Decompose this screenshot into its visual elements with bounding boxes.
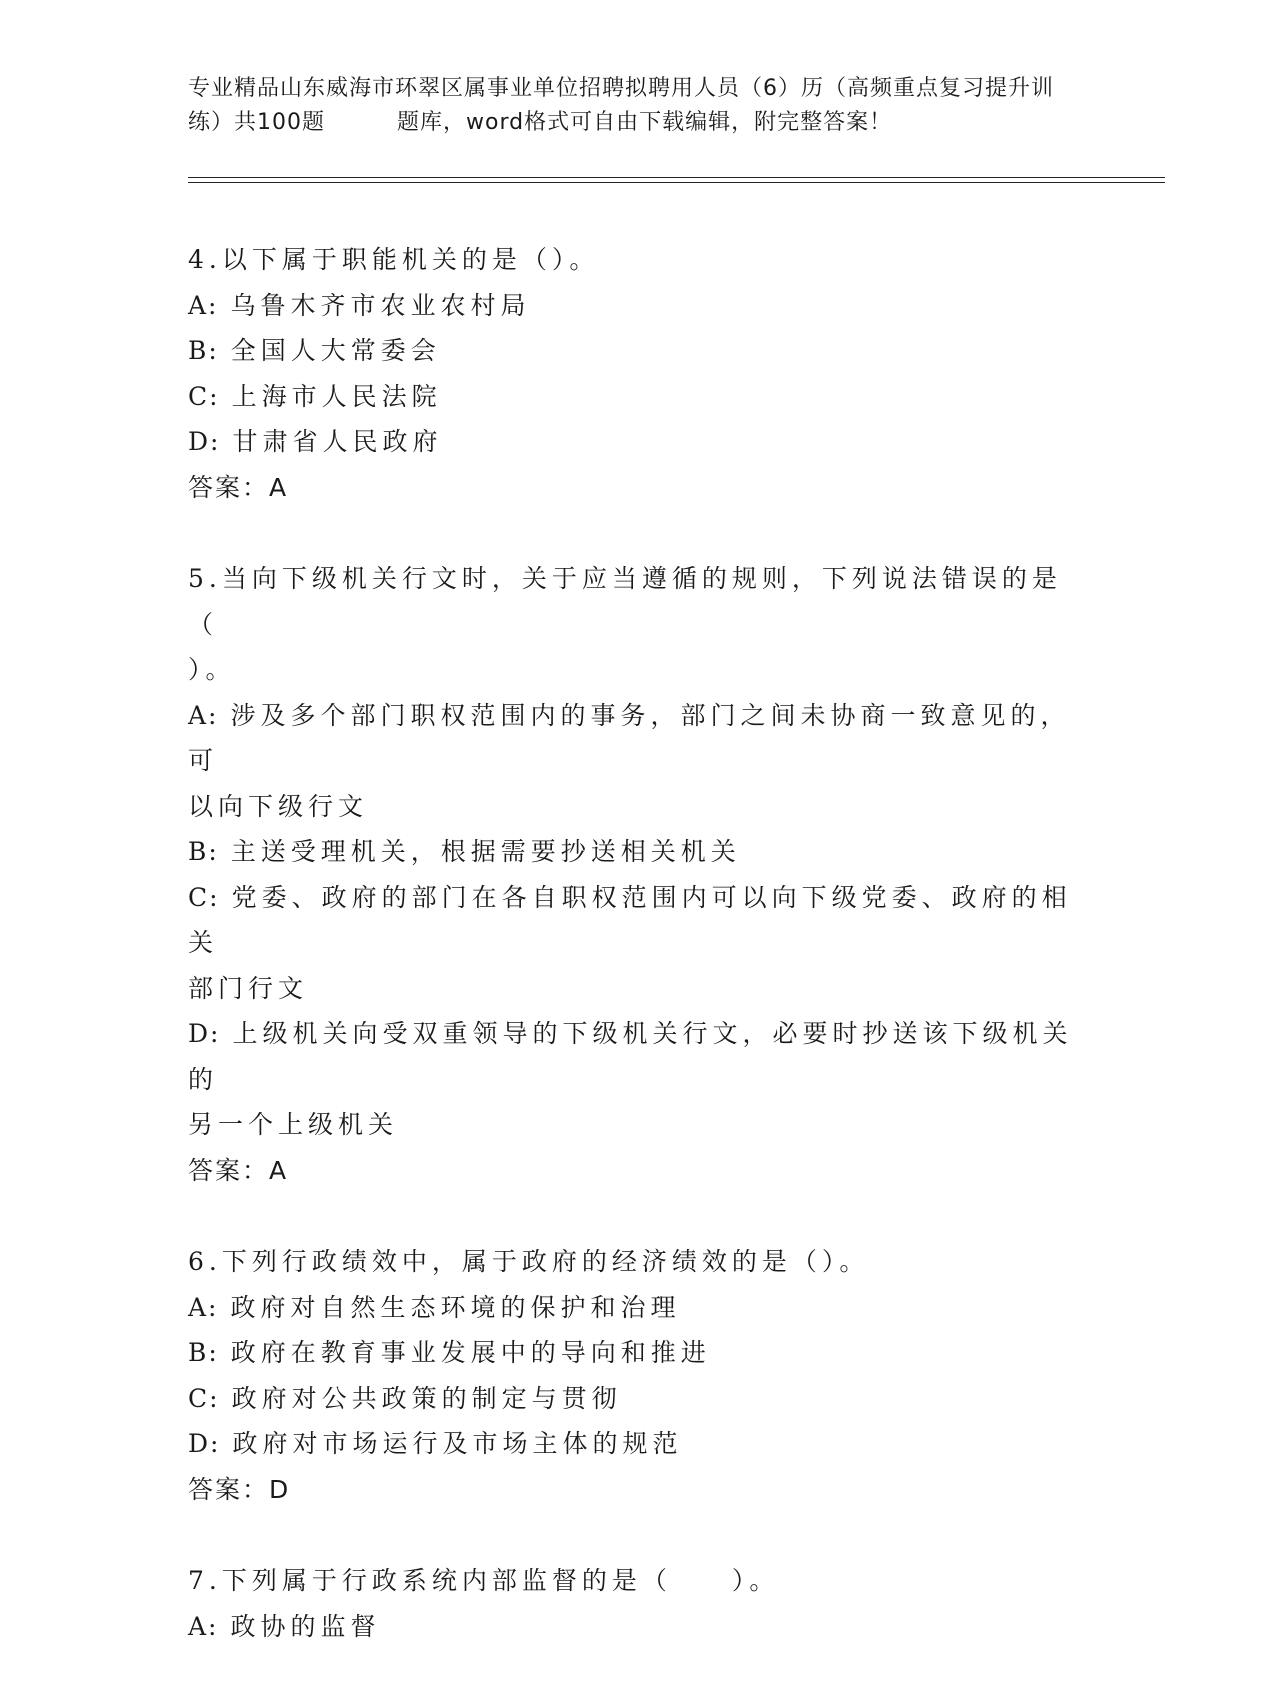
option-text: 党委、政府的部门在各自职权范围内可以向下级党委、政府的相关 — [188, 882, 1072, 957]
option-label: D: — [188, 1429, 221, 1458]
question-stem: 4.以下属于职能机关的是（）。 — [188, 245, 600, 274]
option-a-continuation: 以向下级行文 — [188, 791, 369, 821]
option-label: D: — [188, 427, 221, 456]
option-label: C: — [188, 1383, 220, 1413]
question-5 — [188, 556, 1088, 1193]
question-6 — [188, 1239, 1088, 1512]
option-b — [188, 328, 1088, 374]
option-d — [188, 419, 1088, 465]
option-label: B: — [188, 837, 219, 866]
question-stem: 6.下列行政绩效中，属于政府的经济绩效的是（）。 — [188, 1247, 870, 1276]
option-a — [188, 1285, 1088, 1331]
option-text: 政府对自然生态环境的保护和治理 — [230, 1292, 681, 1322]
option-c — [188, 875, 1088, 966]
option-d — [188, 1421, 1088, 1467]
header-title: 专业精品山东威海市环翠区属事业单位招聘拟聘用人员（6）历（高频重点复习提升训练）共100题 — [188, 76, 1054, 135]
option-d-continuation: 另一个上级机关 — [188, 1110, 399, 1139]
option-text: 政府对公共政策的制定与贯彻 — [231, 1383, 622, 1413]
option-text: 政府在教育事业发展中的导向和推进 — [230, 1338, 711, 1367]
option-text: 上海市人民法院 — [231, 381, 442, 411]
option-a — [188, 1604, 1088, 1650]
question-list — [188, 237, 1088, 1695]
option-label: C: — [188, 381, 220, 411]
document-header — [188, 72, 1078, 140]
option-text: 主送受理机关，根据需要抄送相关机关 — [230, 837, 741, 866]
option-label: A: — [188, 1292, 219, 1322]
option-label: C: — [188, 882, 220, 912]
option-text: 政府对市场运行及市场主体的规范 — [232, 1429, 683, 1458]
option-text: 甘肃省人民政府 — [232, 427, 443, 456]
option-text: 涉及多个部门职权范围内的事务，部门之间未协商一致意见的，可 — [188, 700, 1071, 775]
question-stem: 5.当向下级机关行文时，关于应当遵循的规则，下列说法错误的是（ — [188, 564, 1062, 639]
answer: 答案：D — [188, 1474, 291, 1504]
option-text: 上级机关向受双重领导的下级机关行文，必要时抄送该下级机关的 — [188, 1019, 1073, 1094]
header-divider-bottom — [188, 182, 1165, 183]
question-4 — [188, 237, 1088, 510]
option-c — [188, 1376, 1088, 1422]
option-label: A: — [188, 700, 219, 730]
option-text: 全国人大常委会 — [230, 336, 441, 365]
header-subtitle: 题库，word格式可自由下载编辑，附完整答案！ — [397, 110, 893, 135]
option-d — [188, 1011, 1088, 1102]
option-label: B: — [188, 1338, 219, 1367]
option-b — [188, 1330, 1088, 1376]
option-text: 乌鲁木齐市农业农村局 — [230, 290, 531, 320]
option-label: A: — [188, 1611, 219, 1641]
question-stem: 7.下列属于行政系统内部监督的是（ ）。 — [188, 1566, 780, 1595]
option-b — [188, 829, 1088, 875]
option-c — [188, 374, 1088, 420]
option-label: A: — [188, 290, 219, 320]
question-stem-continuation: ）。 — [188, 655, 236, 684]
option-a — [188, 693, 1088, 784]
option-label: B: — [188, 336, 219, 365]
header-divider-top — [188, 177, 1165, 178]
option-c-continuation: 部门行文 — [188, 973, 309, 1003]
answer: 答案：A — [188, 472, 289, 502]
question-7 — [188, 1558, 1088, 1649]
option-label: D: — [188, 1019, 221, 1048]
option-a — [188, 283, 1088, 329]
answer: 答案：A — [188, 1155, 289, 1185]
option-text: 政协的监督 — [230, 1611, 381, 1641]
